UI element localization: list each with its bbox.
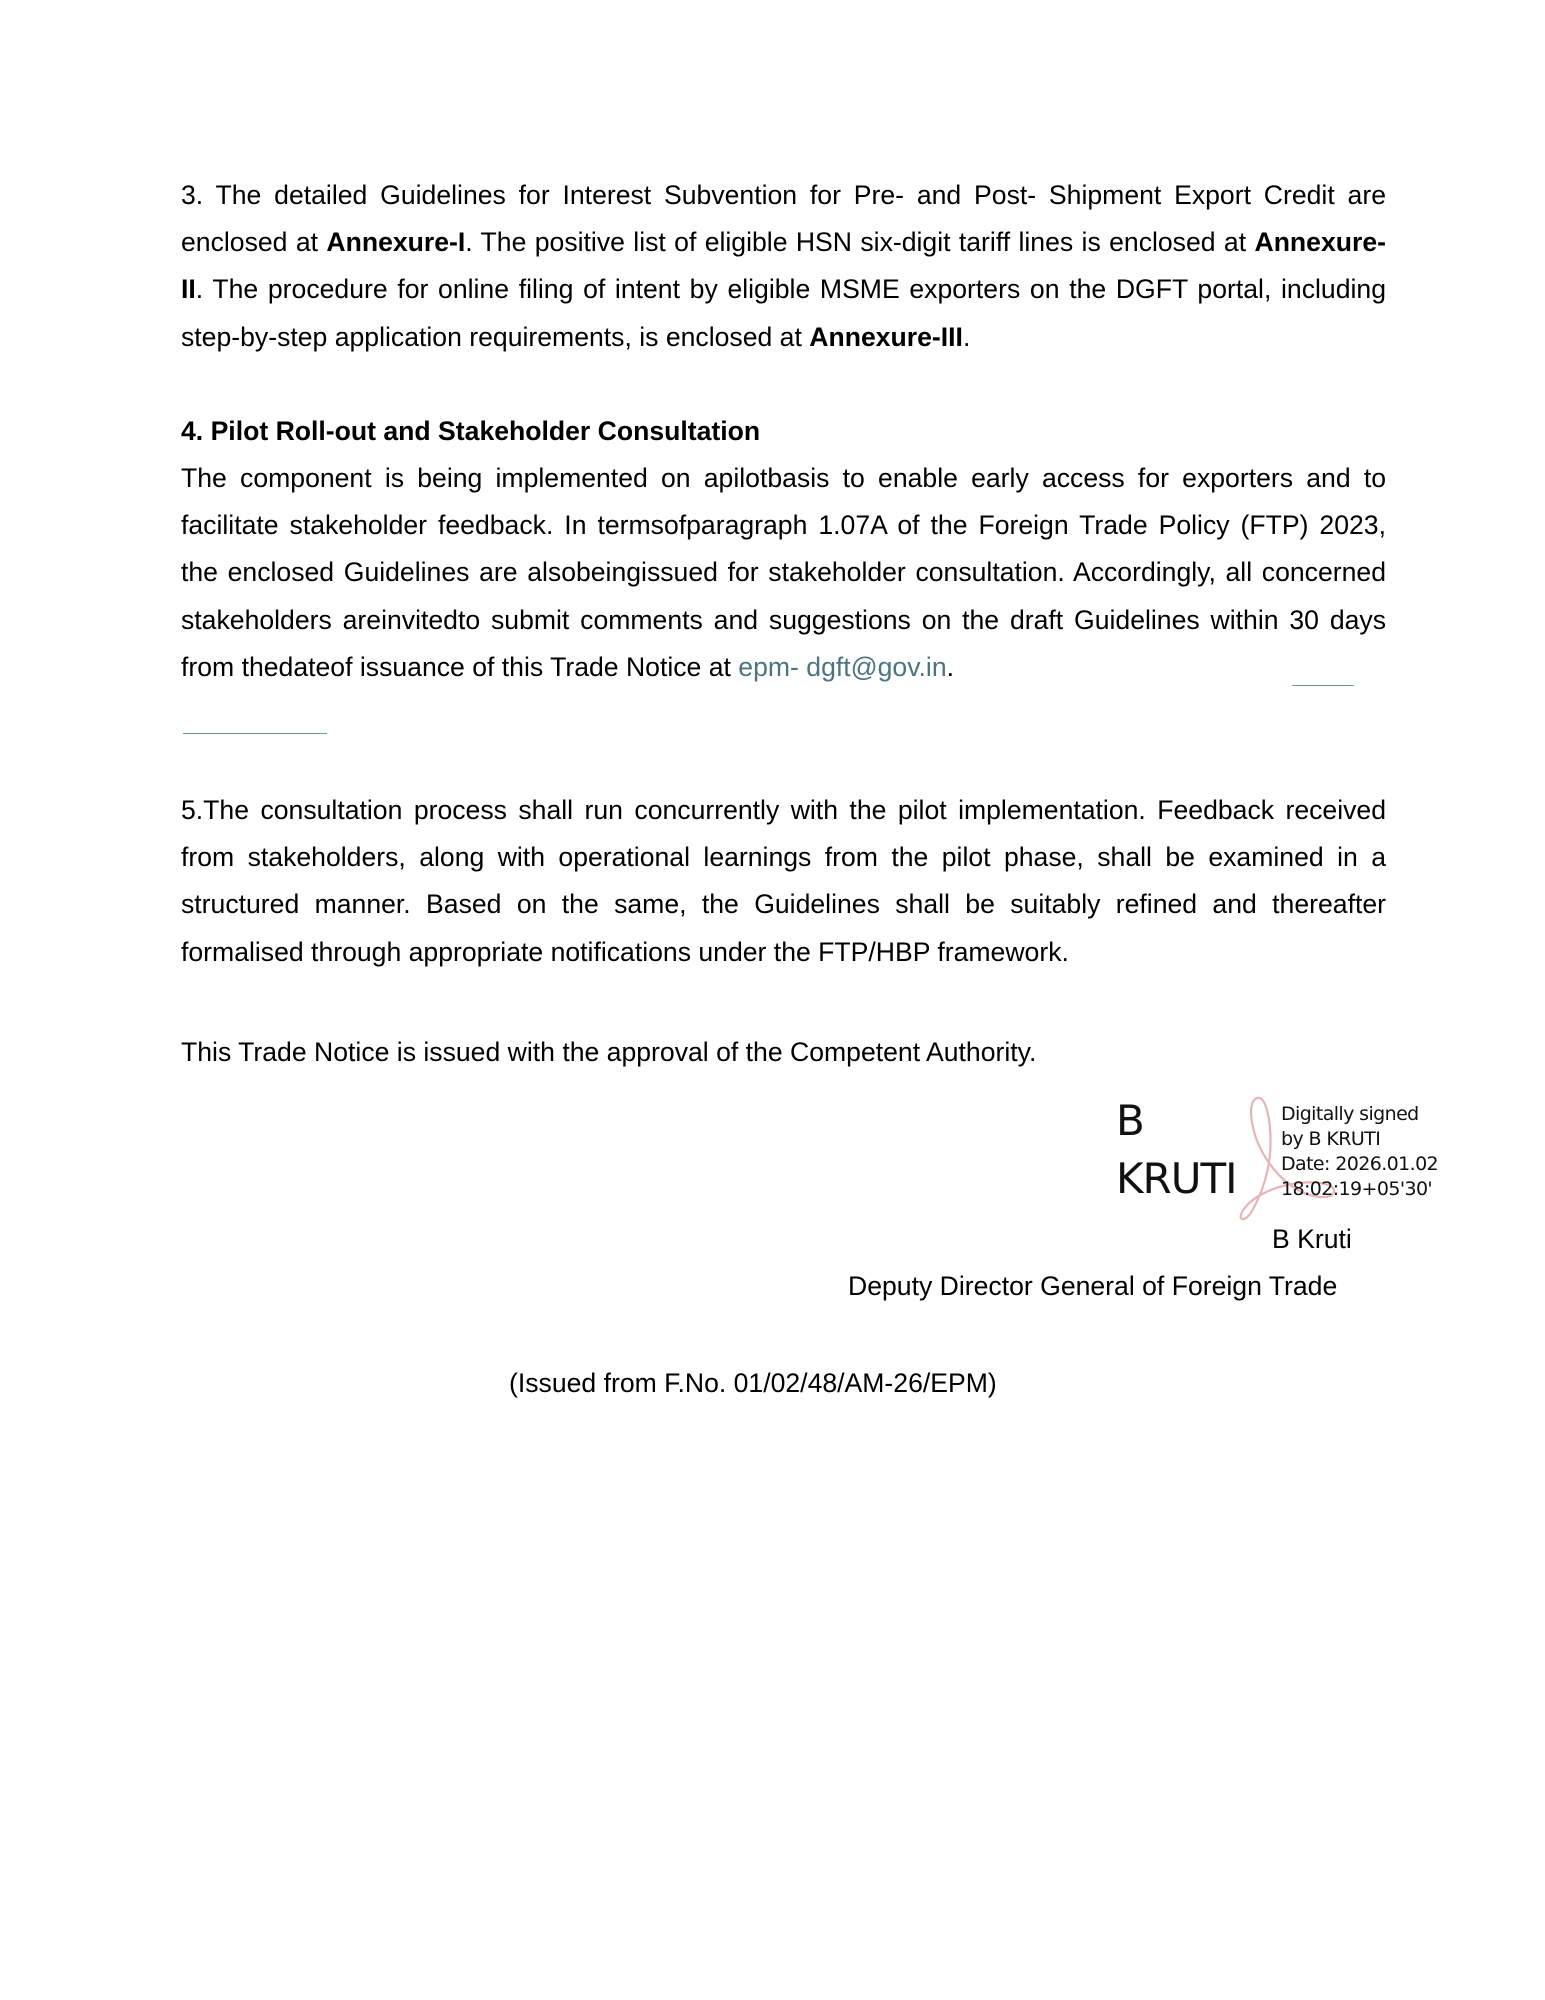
link-underline-fragment (1292, 685, 1354, 686)
signature-detail-line: Digitally signed (1281, 1103, 1419, 1125)
paragraph-3-text-3: . The procedure for online filing of intent by eligible MSME exporters on the DGFT portal, including step-by-step application requirements, is enclosed at (181, 274, 1386, 352)
paragraph-5: 5.The consultation process shall run concurrently with the pilot implementation. Feedback received from stakeholders, along with operational learnings from the pilot phase, shall be examined in a structured manner. Based on the same, the Guidelines shall be suitably refined and thereafter formalised through appropriate notifications under the FTP/HBP framework. (181, 795, 1386, 967)
paragraph-3-text-2: . The positive list of eligible HSN six-digit tariff lines is enclosed at (465, 227, 1255, 258)
signer-name: B Kruti (1272, 1224, 1352, 1254)
paragraph-3 (181, 172, 1386, 361)
section-4-body (181, 455, 1386, 691)
signature-detail-line: 18:02:19+05'30' (1281, 1178, 1433, 1200)
annexure-3-ref: Annexure-III (809, 321, 963, 352)
paragraph-3-text-4: . (962, 321, 971, 352)
section-4-end: . (946, 651, 955, 682)
approval-statement: This Trade Notice is issued with the approval of the Competent Authority. (181, 1037, 1037, 1067)
signature-detail-line: by B KRUTI (1281, 1128, 1381, 1150)
signer-designation: Deputy Director General of Foreign Trade (848, 1271, 1338, 1301)
file-reference: (Issued from F.No. 01/02/48/AM-26/EPM) (509, 1368, 997, 1398)
signature-detail-line: Date: 2026.01.02 (1281, 1153, 1439, 1175)
paragraph-3-text-1: 3. The detailed Guidelines for Interest Subvention for Pre- and Post- Shipment Export Credit are enclosed at (181, 180, 1386, 258)
signature-name-line-1: B (1116, 1096, 1144, 1145)
signature-details (1281, 1102, 1438, 1202)
link-underline-fragment (183, 733, 327, 734)
email-link[interactable]: epm- dgft@gov.in (738, 651, 947, 682)
annexure-1-ref: Annexure-I (326, 227, 466, 258)
section-4-heading: 4. Pilot Roll-out and Stakeholder Consultation (181, 416, 761, 446)
signature-name-line-2: KRUTI (1116, 1154, 1237, 1203)
section-4-text: The component is being implemented on apilotbasis to enable early access for exporters and to facilitate stakeholder feedback. In termsofparagraph 1.07A of the Foreign Trade Policy (FTP) 2023, the enclosed Guidelines are alsobeingissued for stakeholder consultation. Accordingly, all concerned stakeholders areinvitedto submit comments and suggestions on the draft Guidelines within 30 days from thedateof issuance of this Trade Notice at (181, 463, 1386, 682)
annexure-2-ref: Annexure-II (181, 227, 1386, 305)
